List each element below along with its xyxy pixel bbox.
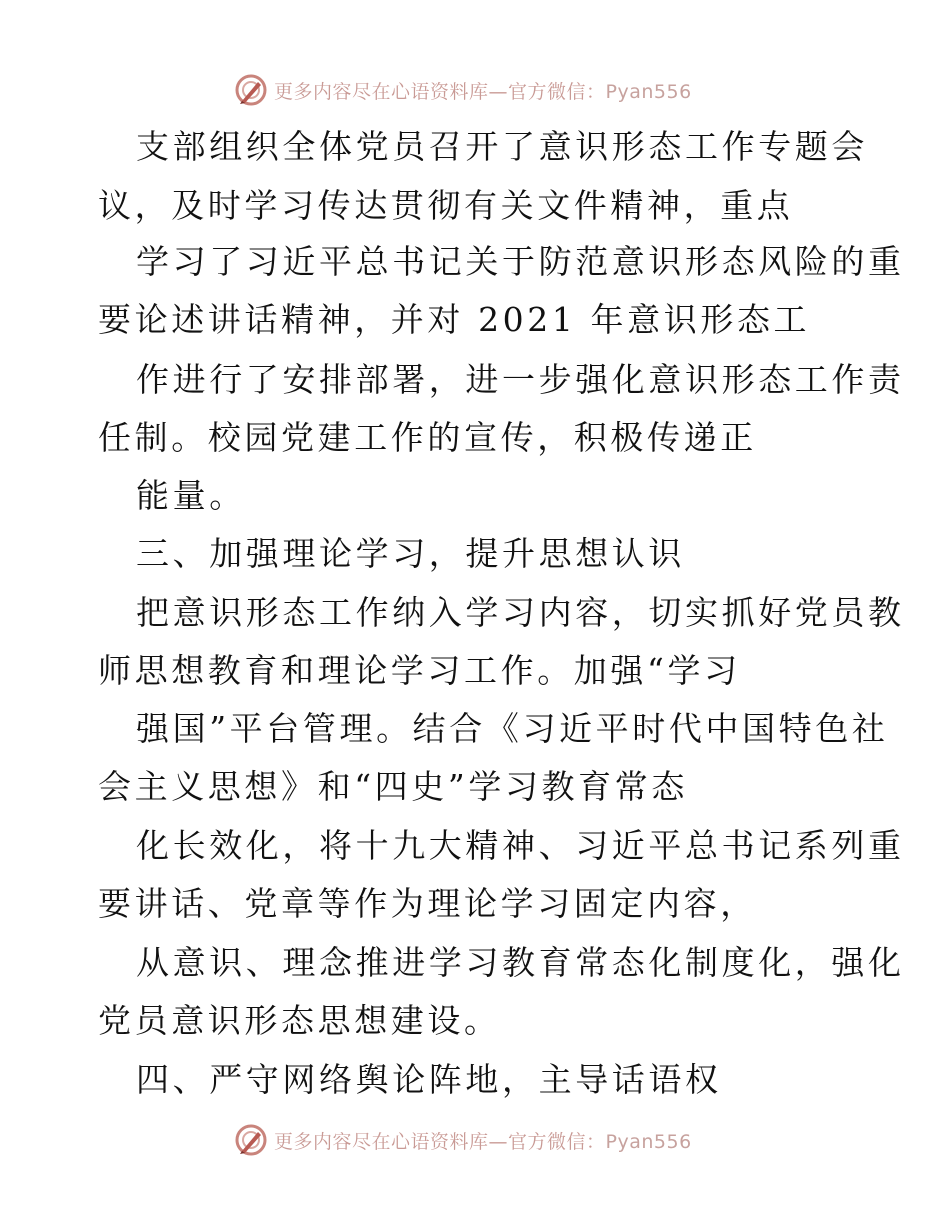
body-line: 任制。校园党建工作的宣传，积极传递正 <box>98 418 757 457</box>
body-line: 化长效化，将十九大精神、习近平总书记系列重 <box>136 826 905 865</box>
body-line: 支部组织全体党员召开了意识形态工作专题会 <box>136 127 868 166</box>
body-line: 学习了习近平总书记关于防范意识形态风险的重 <box>136 242 905 281</box>
watermark-footer <box>234 1122 692 1158</box>
body-line: 要论述讲话精神，并对 2021 年意识形态工 <box>98 300 811 339</box>
body-line: 师思想教育和理论学习工作。加强“学习 <box>98 651 741 690</box>
body-line: 会主义思想》和“四史”学习教育常态 <box>98 767 688 806</box>
section-heading: 四、严守网络舆论阵地，主导话语权 <box>136 1060 722 1099</box>
watermark-header <box>234 72 692 108</box>
watermark-id: Pyan556 <box>605 1130 692 1153</box>
pen-logo-icon <box>234 1123 268 1157</box>
watermark-text: 更多内容尽在心语资料库—官方微信：Pyan556 <box>274 80 692 103</box>
body-line: 党员意识形态思想建设。 <box>98 1001 501 1040</box>
body-line: 把意识形态工作纳入学习内容，切实抓好党员教 <box>136 593 905 632</box>
watermark-text: 更多内容尽在心语资料库—官方微信：Pyan556 <box>274 1130 692 1153</box>
body-line: 要讲话、党章等作为理论学习固定内容， <box>98 884 757 923</box>
watermark-id: Pyan556 <box>605 80 692 103</box>
body-line: 议，及时学习传达贯彻有关文件精神，重点 <box>98 186 794 225</box>
body-line: 作进行了安排部署，进一步强化意识形态工作责 <box>136 360 905 399</box>
body-line: 强国”平台管理。结合《习近平时代中国特色社 <box>136 709 889 748</box>
section-heading: 三、加强理论学习，提升思想认识 <box>136 534 685 573</box>
body-line: 能量。 <box>136 476 246 515</box>
pen-logo-icon <box>234 73 268 107</box>
body-line: 从意识、理念推进学习教育常态化制度化，强化 <box>136 943 905 982</box>
